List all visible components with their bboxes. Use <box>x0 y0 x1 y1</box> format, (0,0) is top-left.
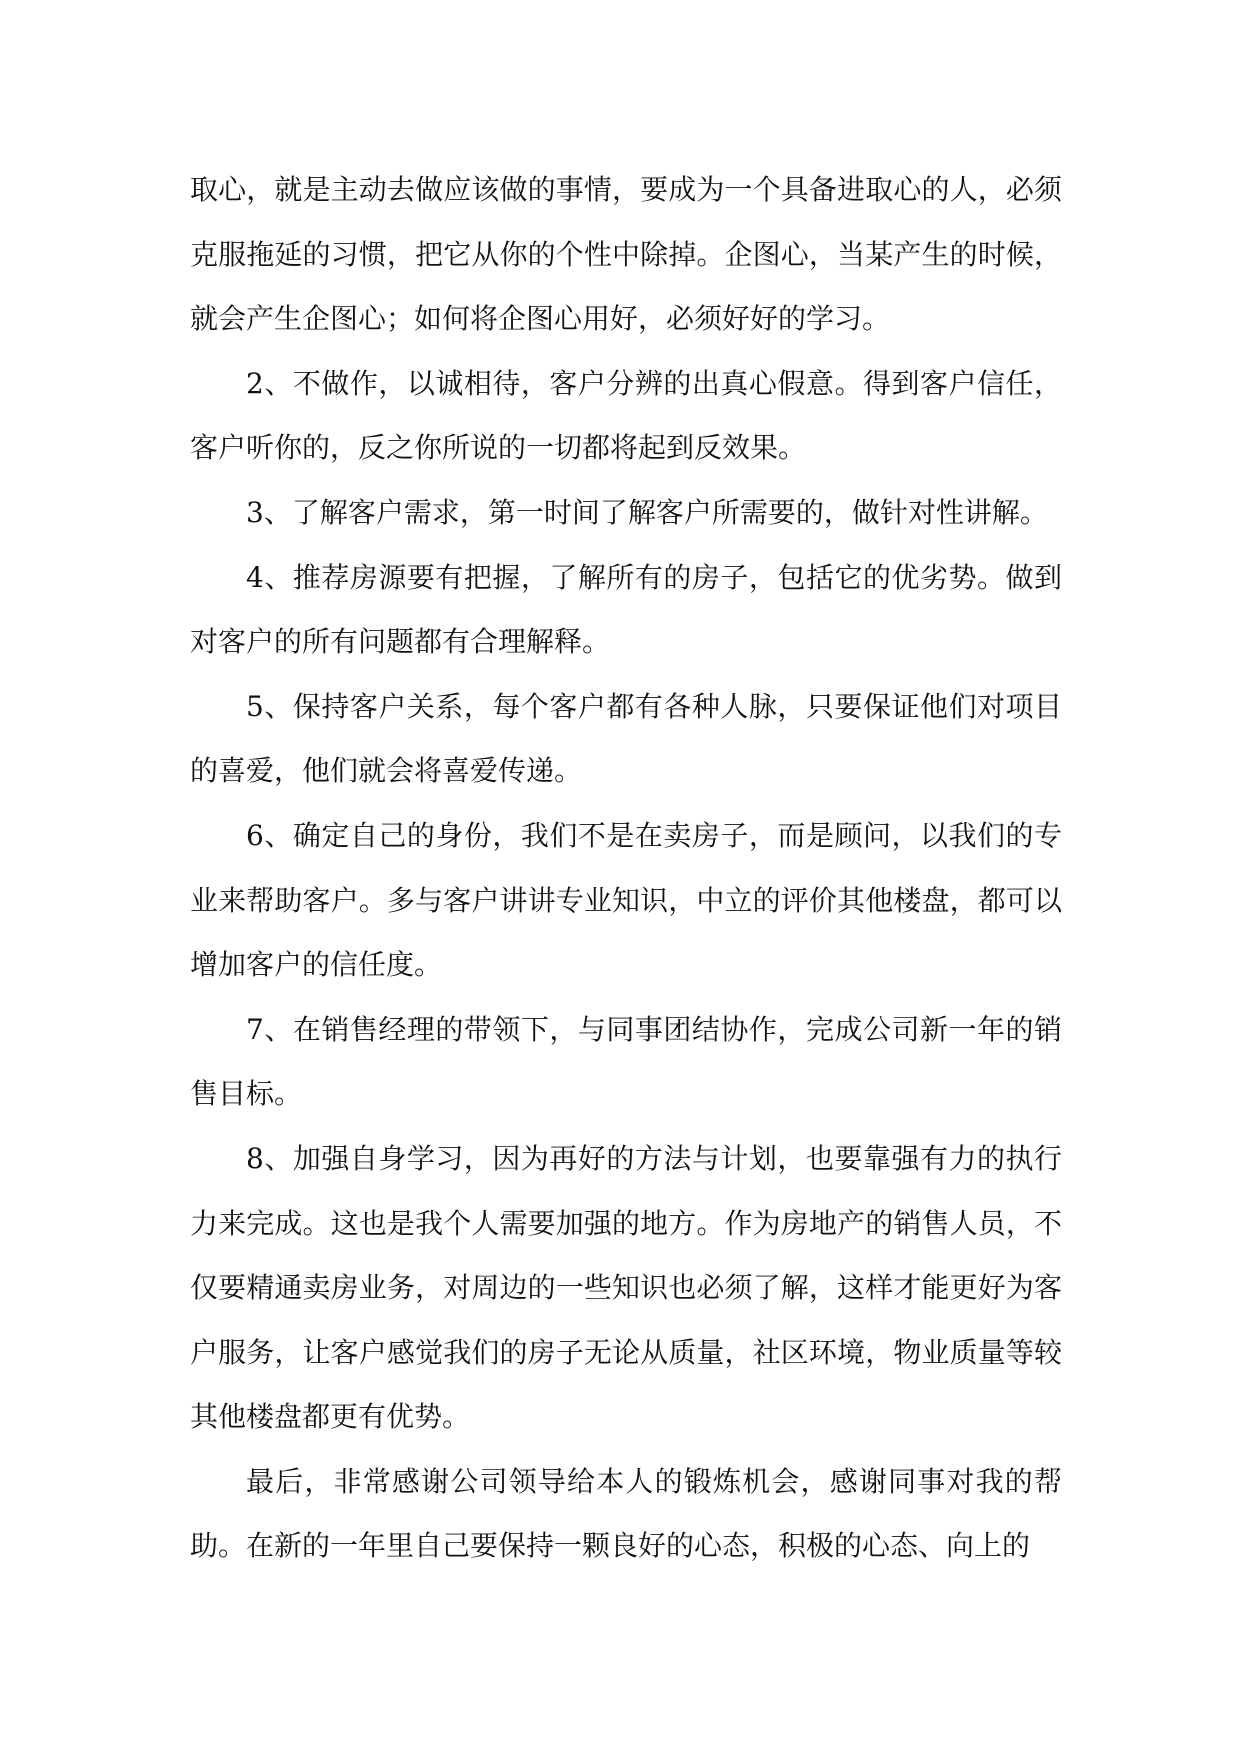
paragraph-item-6: 6、确定自己的身份，我们不是在卖房子，而是顾问，以我们的专业来帮助客户。多与客户讲讲专业知识，中立的评价其他楼盘，都可以增加客户的信任度。 <box>190 818 1062 982</box>
paragraph-item-2: 2、不做作，以诚相待，客户分辨的出真心假意。得到客户信任，客户听你的，反之你所说的一切都将起到反效果。 <box>190 366 1062 465</box>
paragraph-continuation: 取心，就是主动去做应该做的事情，要成为一个具备进取心的人，必须克服拖延的习惯，把它从你的个性中除掉。企图心，当某产生的时候，就会产生企图心；如何将企图心用好，必须好好的学习。 <box>190 173 1062 336</box>
document-body <box>190 158 1062 1579</box>
paragraph-closing: 最后，非常感谢公司领导给本人的锻炼机会，感谢同事对我的帮助。在新的一年里自己要保持一颗良好的心态，积极的心态、向上的 <box>190 1464 1062 1563</box>
paragraph-item-4: 4、推荐房源要有把握，了解所有的房子，包括它的优劣势。做到对客户的所有问题都有合理解释。 <box>190 560 1062 659</box>
paragraph-item-7: 7、在销售经理的带领下，与同事团结协作，完成公司新一年的销售目标。 <box>190 1012 1062 1111</box>
paragraph-item-8: 8、加强自身学习，因为再好的方法与计划，也要靠强有力的执行力来完成。这也是我个人需要加强的地方。作为房地产的销售人员，不仅要精通卖房业务，对周边的一些知识也必须了解，这样才能更好为客户服务，让客户感觉我们的房子无论从质量，社区环境，物业质量等较其他楼盘都更有优势。 <box>190 1141 1062 1434</box>
paragraph-item-3: 3、了解客户需求，第一时间了解客户所需要的，做针对性讲解。 <box>246 495 1048 529</box>
paragraph-item-5: 5、保持客户关系，每个客户都有各种人脉，只要保证他们对项目的喜爱，他们就会将喜爱传递。 <box>190 689 1062 788</box>
